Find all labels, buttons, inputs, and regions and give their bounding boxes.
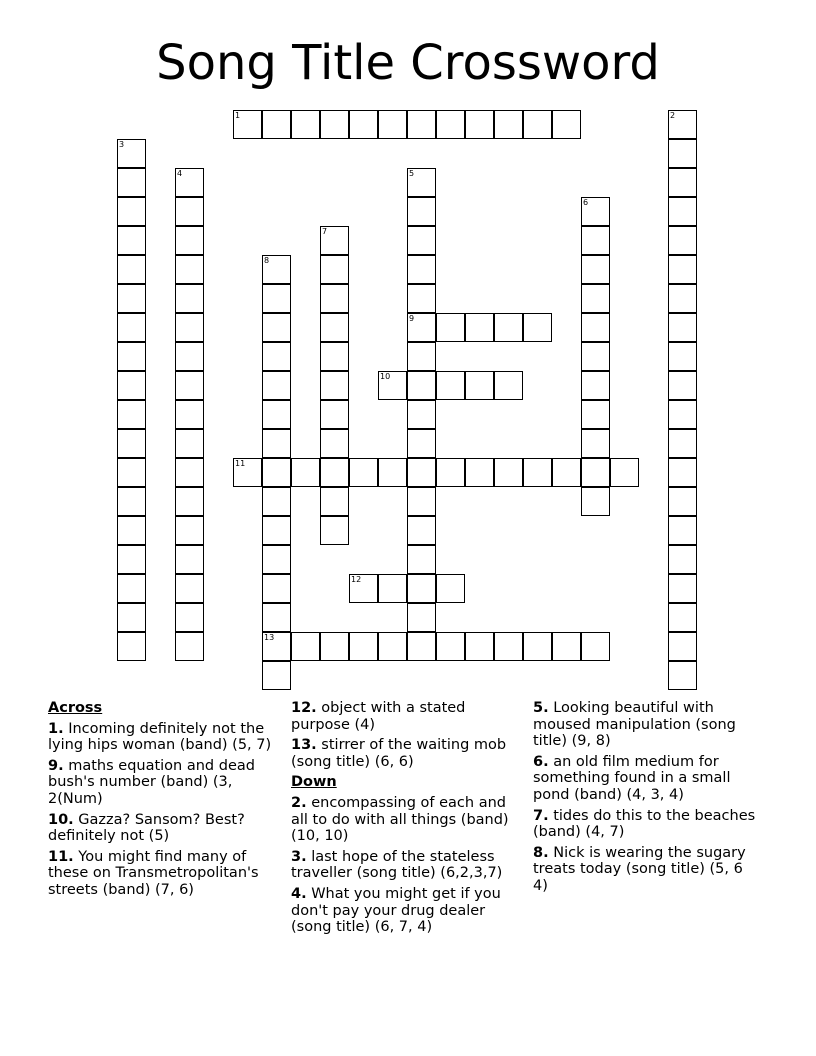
cell-number: 6 [583, 198, 589, 207]
grid-cell[interactable] [320, 632, 349, 661]
grid-cell[interactable] [378, 632, 407, 661]
grid-cell[interactable] [407, 458, 436, 487]
grid-cell[interactable] [436, 458, 465, 487]
grid-cell[interactable] [320, 110, 349, 139]
clue-across-13 [291, 737, 525, 770]
cell-number: 10 [380, 372, 391, 381]
clues-column-1 [48, 700, 274, 903]
clue-down-4 [291, 886, 525, 936]
grid-cell[interactable] [494, 632, 523, 661]
grid-cell[interactable] [523, 458, 552, 487]
grid-cell[interactable] [262, 603, 291, 632]
grid-cell[interactable] [407, 255, 436, 284]
grid-cell[interactable] [291, 632, 320, 661]
grid-cell[interactable] [262, 400, 291, 429]
grid-cell[interactable] [610, 458, 639, 487]
grid-cell[interactable] [494, 371, 523, 400]
clue-text: Looking beautiful with moused manipulation (song title) (9, 8) [533, 700, 736, 750]
grid-cell[interactable] [581, 632, 610, 661]
grid-cell[interactable] [262, 342, 291, 371]
across-heading: Across [48, 700, 103, 716]
grid-cell[interactable] [175, 168, 204, 197]
clue-text: Incoming definitely not the lying hips woman (band) (5, 7) [48, 720, 272, 754]
cell-number: 2 [670, 111, 676, 120]
cell-number: 4 [177, 169, 183, 178]
grid-cell[interactable] [117, 284, 146, 313]
clue-down-7 [533, 808, 759, 841]
grid-cell[interactable] [581, 342, 610, 371]
clue-number: 12. [291, 700, 317, 716]
clue-number: 9. [48, 757, 64, 774]
grid-cell[interactable] [320, 371, 349, 400]
grid-cell[interactable] [117, 545, 146, 574]
clue-text: maths equation and dead bush's number (band) (3, 2(Num) [48, 757, 255, 807]
grid-cell[interactable] [262, 516, 291, 545]
grid-cell[interactable] [117, 197, 146, 226]
grid-cell[interactable] [262, 458, 291, 487]
grid-cell[interactable] [175, 197, 204, 226]
grid-cell[interactable] [117, 603, 146, 632]
grid-cell[interactable] [407, 574, 436, 603]
grid-cell[interactable] [494, 458, 523, 487]
grid-cell[interactable] [175, 313, 204, 342]
grid-cell[interactable] [117, 632, 146, 661]
grid-cell[interactable] [668, 400, 697, 429]
grid-cell[interactable] [262, 371, 291, 400]
grid-cell[interactable] [349, 632, 378, 661]
clue-number: 1. [48, 720, 64, 737]
grid-cell[interactable] [117, 400, 146, 429]
cell-number: 12 [351, 575, 362, 584]
clue-number: 13. [291, 737, 317, 754]
grid-cell[interactable] [465, 371, 494, 400]
grid-cell[interactable] [175, 226, 204, 255]
grid-cell[interactable] [494, 313, 523, 342]
grid-cell[interactable] [320, 342, 349, 371]
grid-cell[interactable] [320, 429, 349, 458]
grid-cell[interactable] [581, 400, 610, 429]
grid-cell[interactable] [262, 255, 291, 284]
grid-cell[interactable] [436, 110, 465, 139]
grid-cell[interactable] [175, 284, 204, 313]
grid-cell[interactable] [581, 429, 610, 458]
grid-cell[interactable] [262, 661, 291, 690]
clue-number: 6. [533, 753, 549, 770]
grid-cell[interactable] [581, 255, 610, 284]
grid-cell[interactable] [117, 226, 146, 255]
clue-number: 4. [291, 885, 307, 902]
grid-cell[interactable] [407, 197, 436, 226]
grid-cell[interactable] [262, 110, 291, 139]
grid-cell[interactable] [552, 632, 581, 661]
clue-number: 5. [533, 700, 549, 716]
clue-number: 3. [291, 848, 307, 865]
grid-cell[interactable] [581, 487, 610, 516]
grid-cell[interactable] [668, 255, 697, 284]
clues-column-2 [291, 700, 525, 940]
grid-cell[interactable] [552, 458, 581, 487]
grid-cell[interactable] [233, 110, 262, 139]
clue-text: You might find many of these on Transmetropolitan's streets (band) (7, 6) [48, 848, 259, 898]
clue-text: Gazza? Sansom? Best? definitely not (5) [48, 811, 245, 845]
grid-cell[interactable] [581, 197, 610, 226]
grid-cell[interactable] [581, 458, 610, 487]
clue-down-2 [291, 795, 525, 845]
cell-number: 5 [409, 169, 415, 178]
grid-cell[interactable] [175, 458, 204, 487]
grid-cell[interactable] [407, 371, 436, 400]
clue-across-1 [48, 721, 274, 754]
grid-cell[interactable] [175, 255, 204, 284]
grid-cell[interactable] [407, 545, 436, 574]
grid-cell[interactable] [436, 574, 465, 603]
grid-cell[interactable] [668, 516, 697, 545]
grid-cell[interactable] [407, 284, 436, 313]
grid-cell[interactable] [262, 429, 291, 458]
page-title: Song Title Crossword [156, 35, 660, 91]
grid-cell[interactable] [320, 255, 349, 284]
grid-cell[interactable] [117, 371, 146, 400]
grid-cell[interactable] [262, 632, 291, 661]
cell-number: 9 [409, 314, 415, 323]
clue-text: What you might get if you don't pay your drug dealer (song title) (6, 7, 4) [291, 885, 501, 936]
clue-across-9 [48, 758, 274, 808]
clue-across-12 [291, 700, 525, 733]
grid-cell[interactable] [668, 168, 697, 197]
grid-cell[interactable] [291, 458, 320, 487]
grid-cell[interactable] [668, 487, 697, 516]
grid-cell[interactable] [436, 632, 465, 661]
clue-down-5 [533, 700, 759, 750]
grid-cell[interactable] [407, 487, 436, 516]
grid-cell[interactable] [117, 313, 146, 342]
grid-cell[interactable] [407, 168, 436, 197]
grid-cell[interactable] [320, 487, 349, 516]
grid-cell[interactable] [117, 516, 146, 545]
grid-cell[interactable] [668, 313, 697, 342]
grid-cell[interactable] [349, 574, 378, 603]
grid-cell[interactable] [175, 487, 204, 516]
grid-cell[interactable] [407, 313, 436, 342]
grid-cell[interactable] [233, 458, 262, 487]
grid-cell[interactable] [349, 110, 378, 139]
grid-cell[interactable] [175, 516, 204, 545]
grid-cell[interactable] [668, 545, 697, 574]
grid-cell[interactable] [668, 371, 697, 400]
grid-cell[interactable] [581, 284, 610, 313]
grid-cell[interactable] [349, 458, 378, 487]
grid-cell[interactable] [117, 574, 146, 603]
grid-cell[interactable] [407, 603, 436, 632]
grid-cell[interactable] [175, 342, 204, 371]
clues-column-3 [533, 700, 759, 899]
grid-cell[interactable] [320, 284, 349, 313]
grid-cell[interactable] [668, 139, 697, 168]
grid-cell[interactable] [581, 313, 610, 342]
grid-cell[interactable] [378, 371, 407, 400]
grid-cell[interactable] [668, 342, 697, 371]
clue-text: last hope of the stateless traveller (song title) (6,2,3,7) [291, 848, 503, 882]
grid-cell[interactable] [117, 139, 146, 168]
grid-cell[interactable] [262, 487, 291, 516]
grid-cell[interactable] [465, 110, 494, 139]
grid-cell[interactable] [175, 429, 204, 458]
grid-cell[interactable] [320, 516, 349, 545]
clue-text: stirrer of the waiting mob (song title) (6, 6) [291, 737, 507, 770]
clue-number: 11. [48, 848, 74, 865]
clue-text: object with a stated purpose (4) [291, 700, 466, 733]
grid-cell[interactable] [117, 342, 146, 371]
grid-cell[interactable] [320, 458, 349, 487]
grid-cell[interactable] [407, 110, 436, 139]
clue-text: Nick is wearing the sugary treats today (song title) (5, 6 4) [533, 844, 746, 894]
grid-cell[interactable] [668, 574, 697, 603]
grid-cell[interactable] [378, 110, 407, 139]
grid-cell[interactable] [407, 429, 436, 458]
clue-number: 10. [48, 811, 74, 828]
cell-number: 1 [235, 111, 241, 120]
cell-number: 13 [264, 633, 275, 642]
clue-number: 8. [533, 844, 549, 861]
grid-cell[interactable] [117, 487, 146, 516]
grid-cell[interactable] [262, 284, 291, 313]
clue-number: 2. [291, 794, 307, 811]
clue-text: tides do this to the beaches (band) (4, 7) [533, 807, 756, 841]
grid-cell[interactable] [407, 342, 436, 371]
grid-cell[interactable] [668, 603, 697, 632]
grid-cell[interactable] [378, 458, 407, 487]
grid-cell[interactable] [494, 110, 523, 139]
grid-cell[interactable] [320, 313, 349, 342]
grid-cell[interactable] [175, 603, 204, 632]
down-heading: Down [291, 774, 337, 791]
grid-cell[interactable] [175, 371, 204, 400]
grid-cell[interactable] [668, 197, 697, 226]
grid-cell[interactable] [175, 400, 204, 429]
grid-cell[interactable] [175, 545, 204, 574]
grid-cell[interactable] [523, 632, 552, 661]
grid-cell[interactable] [262, 574, 291, 603]
cell-number: 7 [322, 227, 328, 236]
grid-cell[interactable] [523, 110, 552, 139]
cell-number: 11 [235, 459, 246, 468]
grid-cell[interactable] [320, 400, 349, 429]
grid-cell[interactable] [668, 110, 697, 139]
grid-cell[interactable] [668, 429, 697, 458]
grid-cell[interactable] [668, 632, 697, 661]
grid-cell[interactable] [581, 371, 610, 400]
grid-cell[interactable] [465, 632, 494, 661]
clue-text: encompassing of each and all to do with all things (band) (10, 10) [291, 794, 509, 845]
grid-cell[interactable] [407, 632, 436, 661]
grid-cell[interactable] [668, 458, 697, 487]
grid-cell[interactable] [581, 226, 610, 255]
grid-cell[interactable] [175, 574, 204, 603]
grid-cell[interactable] [668, 226, 697, 255]
grid-cell[interactable] [291, 110, 320, 139]
grid-cell[interactable] [668, 661, 697, 690]
grid-cell[interactable] [465, 458, 494, 487]
grid-cell[interactable] [320, 226, 349, 255]
grid-cell[interactable] [117, 255, 146, 284]
clue-down-6 [533, 754, 759, 804]
grid-cell[interactable] [465, 313, 494, 342]
grid-cell[interactable] [407, 516, 436, 545]
cell-number: 3 [119, 140, 125, 149]
clue-down-8 [533, 845, 759, 895]
grid-cell[interactable] [117, 429, 146, 458]
grid-cell[interactable] [436, 371, 465, 400]
grid-cell[interactable] [117, 168, 146, 197]
grid-cell[interactable] [117, 458, 146, 487]
grid-cell[interactable] [668, 284, 697, 313]
grid-cell[interactable] [523, 313, 552, 342]
clue-down-3 [291, 849, 525, 882]
clue-number: 7. [533, 807, 549, 824]
grid-cell[interactable] [436, 313, 465, 342]
grid-cell[interactable] [175, 632, 204, 661]
grid-cell[interactable] [378, 574, 407, 603]
grid-cell[interactable] [262, 545, 291, 574]
clue-across-10 [48, 812, 274, 845]
grid-cell[interactable] [552, 110, 581, 139]
grid-cell[interactable] [407, 226, 436, 255]
grid-cell[interactable] [407, 400, 436, 429]
cell-number: 8 [264, 256, 270, 265]
clue-across-11 [48, 849, 274, 899]
clue-text: an old film medium for something found in a small pond (band) (4, 3, 4) [533, 753, 731, 803]
grid-cell[interactable] [262, 313, 291, 342]
